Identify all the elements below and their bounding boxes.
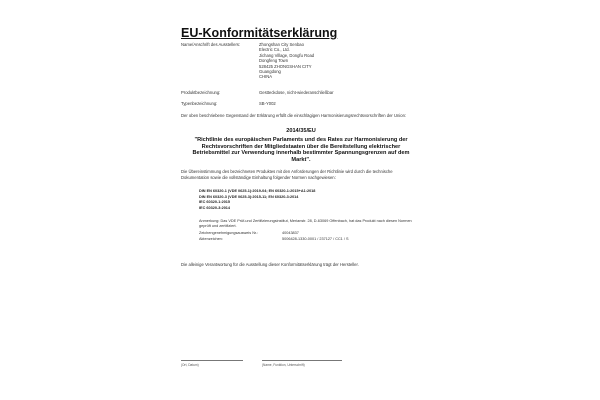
standard-item: DIN EN 60320-1 (VDE 0625-1):2019-04; EN 60320-1:2015+A1:2018: [199, 189, 316, 193]
responsibility-statement: Die alleinige Verantwortung für die Ausstellung dieser Konformitätserklärung trägt der Hersteller.: [181, 262, 359, 267]
manufacturer-label: Name/Anschrift des Ausstellers:: [181, 42, 241, 47]
standard-item: DIN EN 60320-3 (VDE 0625-3):2015-11; EN 60320-3:2014: [199, 194, 299, 199]
directive-number: 2014/35/EU: [286, 128, 316, 134]
manufacturer-line: CHINA: [259, 74, 273, 80]
signature-label-place-date: (Ort, Datum): [181, 363, 199, 367]
certification-note: Anmerkung: Das VDE Prüf-und Zertifizierungsinstitut, Merianstr. 28, D-63069 Offenbach, hat das Produkt nach diesen Normen geprüft und zertifiziert.: [199, 219, 412, 228]
manufacturer-line: Guangdong: [259, 69, 281, 75]
manufacturer-line: 528425 ZHONGSHAN CITY: [259, 63, 312, 69]
document-title: EU-Konformitätserklärung: [181, 26, 338, 40]
manufacturer-address: [259, 42, 314, 80]
intro-paragraph: Der oben beschriebene Gegenstand der Erklärung erfüllt die einschlägigen Harmonisierungsrechtsvorschriften der Union:: [181, 113, 407, 118]
cert-value-file-number: 5006428-1330-0001 / 237127 / CC1 / S: [282, 237, 349, 241]
manufacturer-line: Dongfeng Town: [259, 58, 289, 64]
standard-item: IEC 60320-1:2015: [199, 200, 231, 205]
signature-line-name: [262, 360, 342, 361]
product-label: Produktbezeichnung:: [181, 90, 221, 95]
conformity-paragraph: Die Übereinstimmung des bezeichneten Produktes mit den Anforderungen der Richtlinie wird durch die technische Dokumentation sowie die vollständige Einhaltung folgender Normen nachgewiesen:: [181, 169, 393, 180]
standards-list: [199, 189, 315, 211]
type-value: SB-Y002: [259, 101, 276, 106]
signature-label-name: (Name, Funktion, Unterschrift): [262, 363, 305, 367]
manufacturer-line: Electric Co., Ltd.: [259, 47, 290, 53]
manufacturer-line: Zhongshan City Senbao: [259, 42, 304, 47]
cert-label-mark-approval: Zeichengenehmigungsausweis Nr.:: [199, 231, 259, 235]
type-label: Typenbezeichnung:: [181, 101, 218, 106]
standard-item: IEC 60320-3:2014: [199, 205, 231, 210]
cert-label-file-number: Aktenzeichen:: [199, 237, 223, 241]
manufacturer-line: Jichang Village, Dongfu Road: [259, 52, 315, 58]
cert-value-mark-approval: 40043837: [282, 231, 299, 235]
signature-line-place-date: [181, 360, 243, 361]
product-value: Gestteckdose, nicht-wiederanschließbar: [259, 90, 334, 95]
directive-title: "Richtlinie des europäischen Parlaments und des Rates zur Harmonisierung der Rechtsvorschriften der Mitgliedstaaten über die Bereitstellung elektrischer Betriebsmittel zur Verwendung innerhalb bestimmter Spannungsgrenzen auf dem Markt".: [192, 137, 410, 163]
